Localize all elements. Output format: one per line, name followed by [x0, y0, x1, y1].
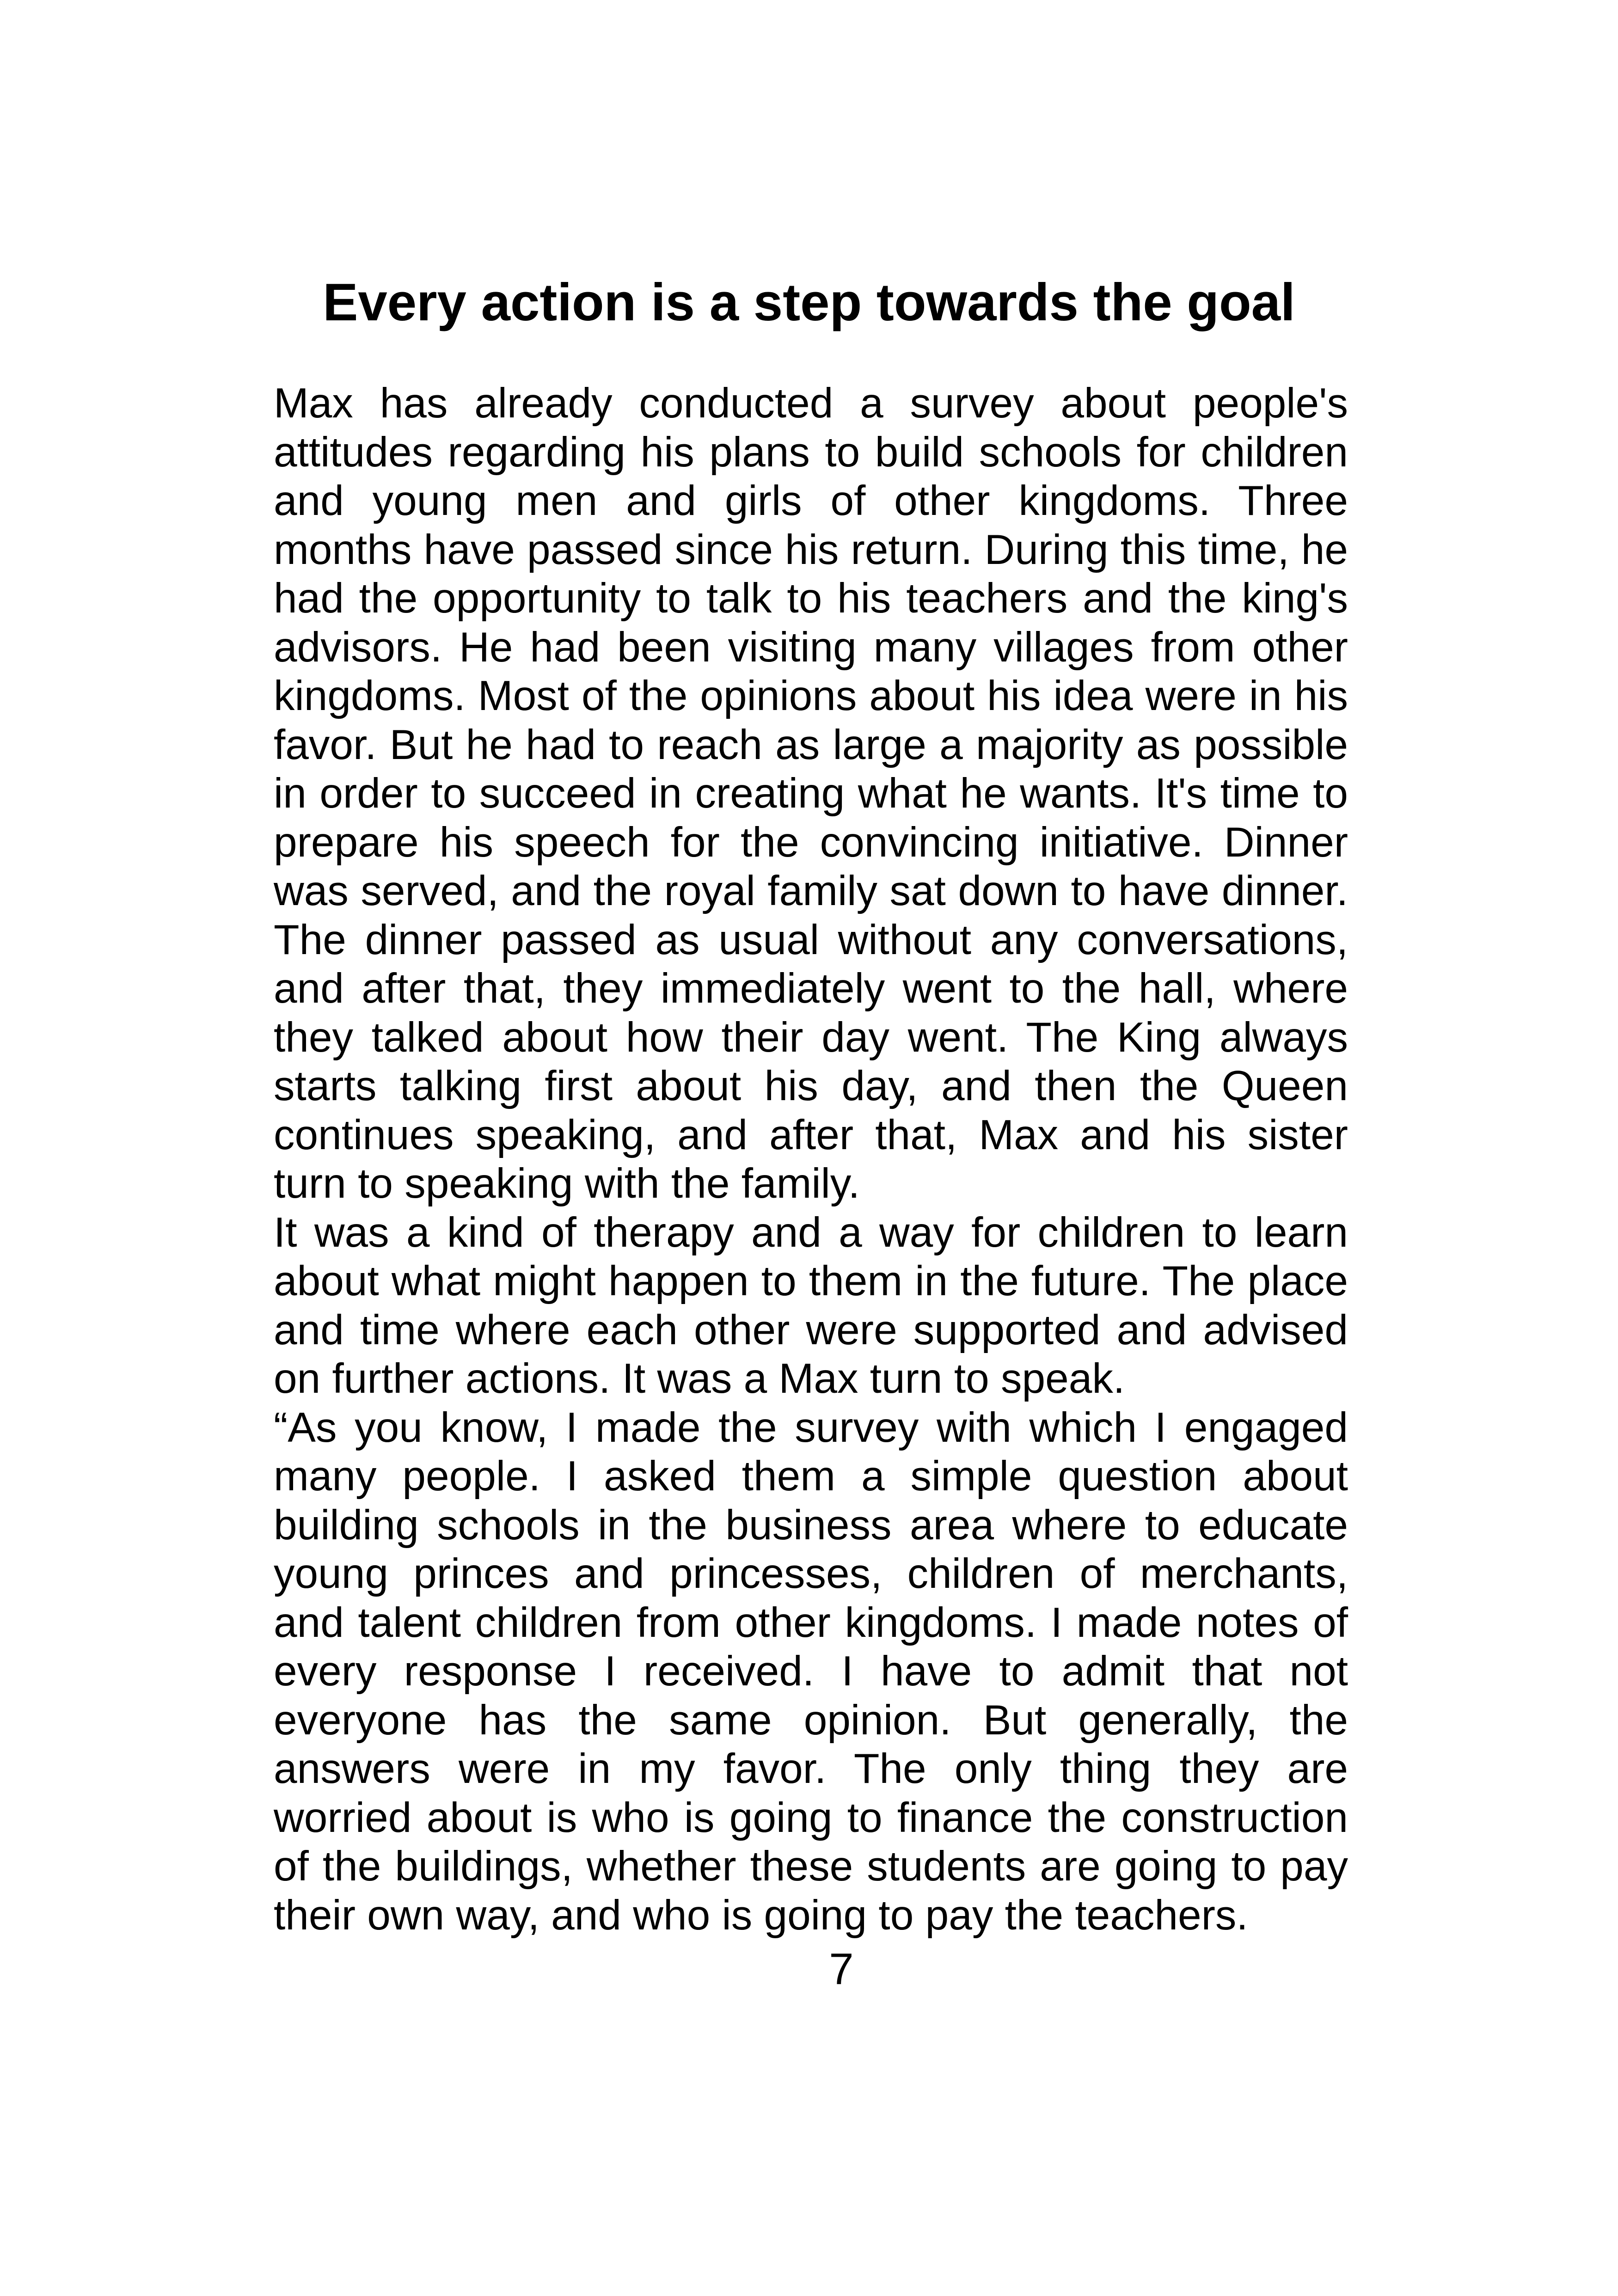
paragraph-3: “As you know, I made the survey with which I engaged many people. I asked them a simple question about building schools in the business area where to educate young princes and princesses, children of merchants, and talent children from other kingdoms. I made notes of every response I received. I have to admit that not everyone has the same opinion. But generally, the answers were in my favor. The only thing they are worried about is who is going to finance the construction of the buildings, whether these students are going to pay their own way, and who is going to pay the teachers. [274, 1404, 1348, 1939]
paragraph-2: It was a kind of therapy and a way for children to learn about what might happen to them in the future. The place and time where each other were supported and advised on further actions. It was a Max turn to speak. [274, 1209, 1348, 1402]
paragraph-1: Max has already conducted a survey about people's attitudes regarding his plans to build schools for children and young men and girls of other kingdoms. Three months have passed since his return. During this time, he had the opportunity to talk to his teachers and the king's advisors. He had been visiting many villages from other kingdoms. Most of the opinions about his idea were in his favor. But he had to reach as large a majority as possible in order to succeed in creating what he wants. It's time to prepare his speech for the convincing initiative. Dinner was served, and the royal family sat down to have dinner. The dinner passed as usual without any conversations, and after that, they immediately went to the hall, where they talked about how their day went. The King always starts talking first about his day, and then the Queen continues speaking, and after that, Max and his sister turn to speaking with the family. [274, 380, 1348, 1207]
body-text [274, 379, 1348, 1940]
chapter-title: Every action is a step towards the goal [323, 273, 1295, 332]
page-number: 7 [829, 1944, 854, 1994]
